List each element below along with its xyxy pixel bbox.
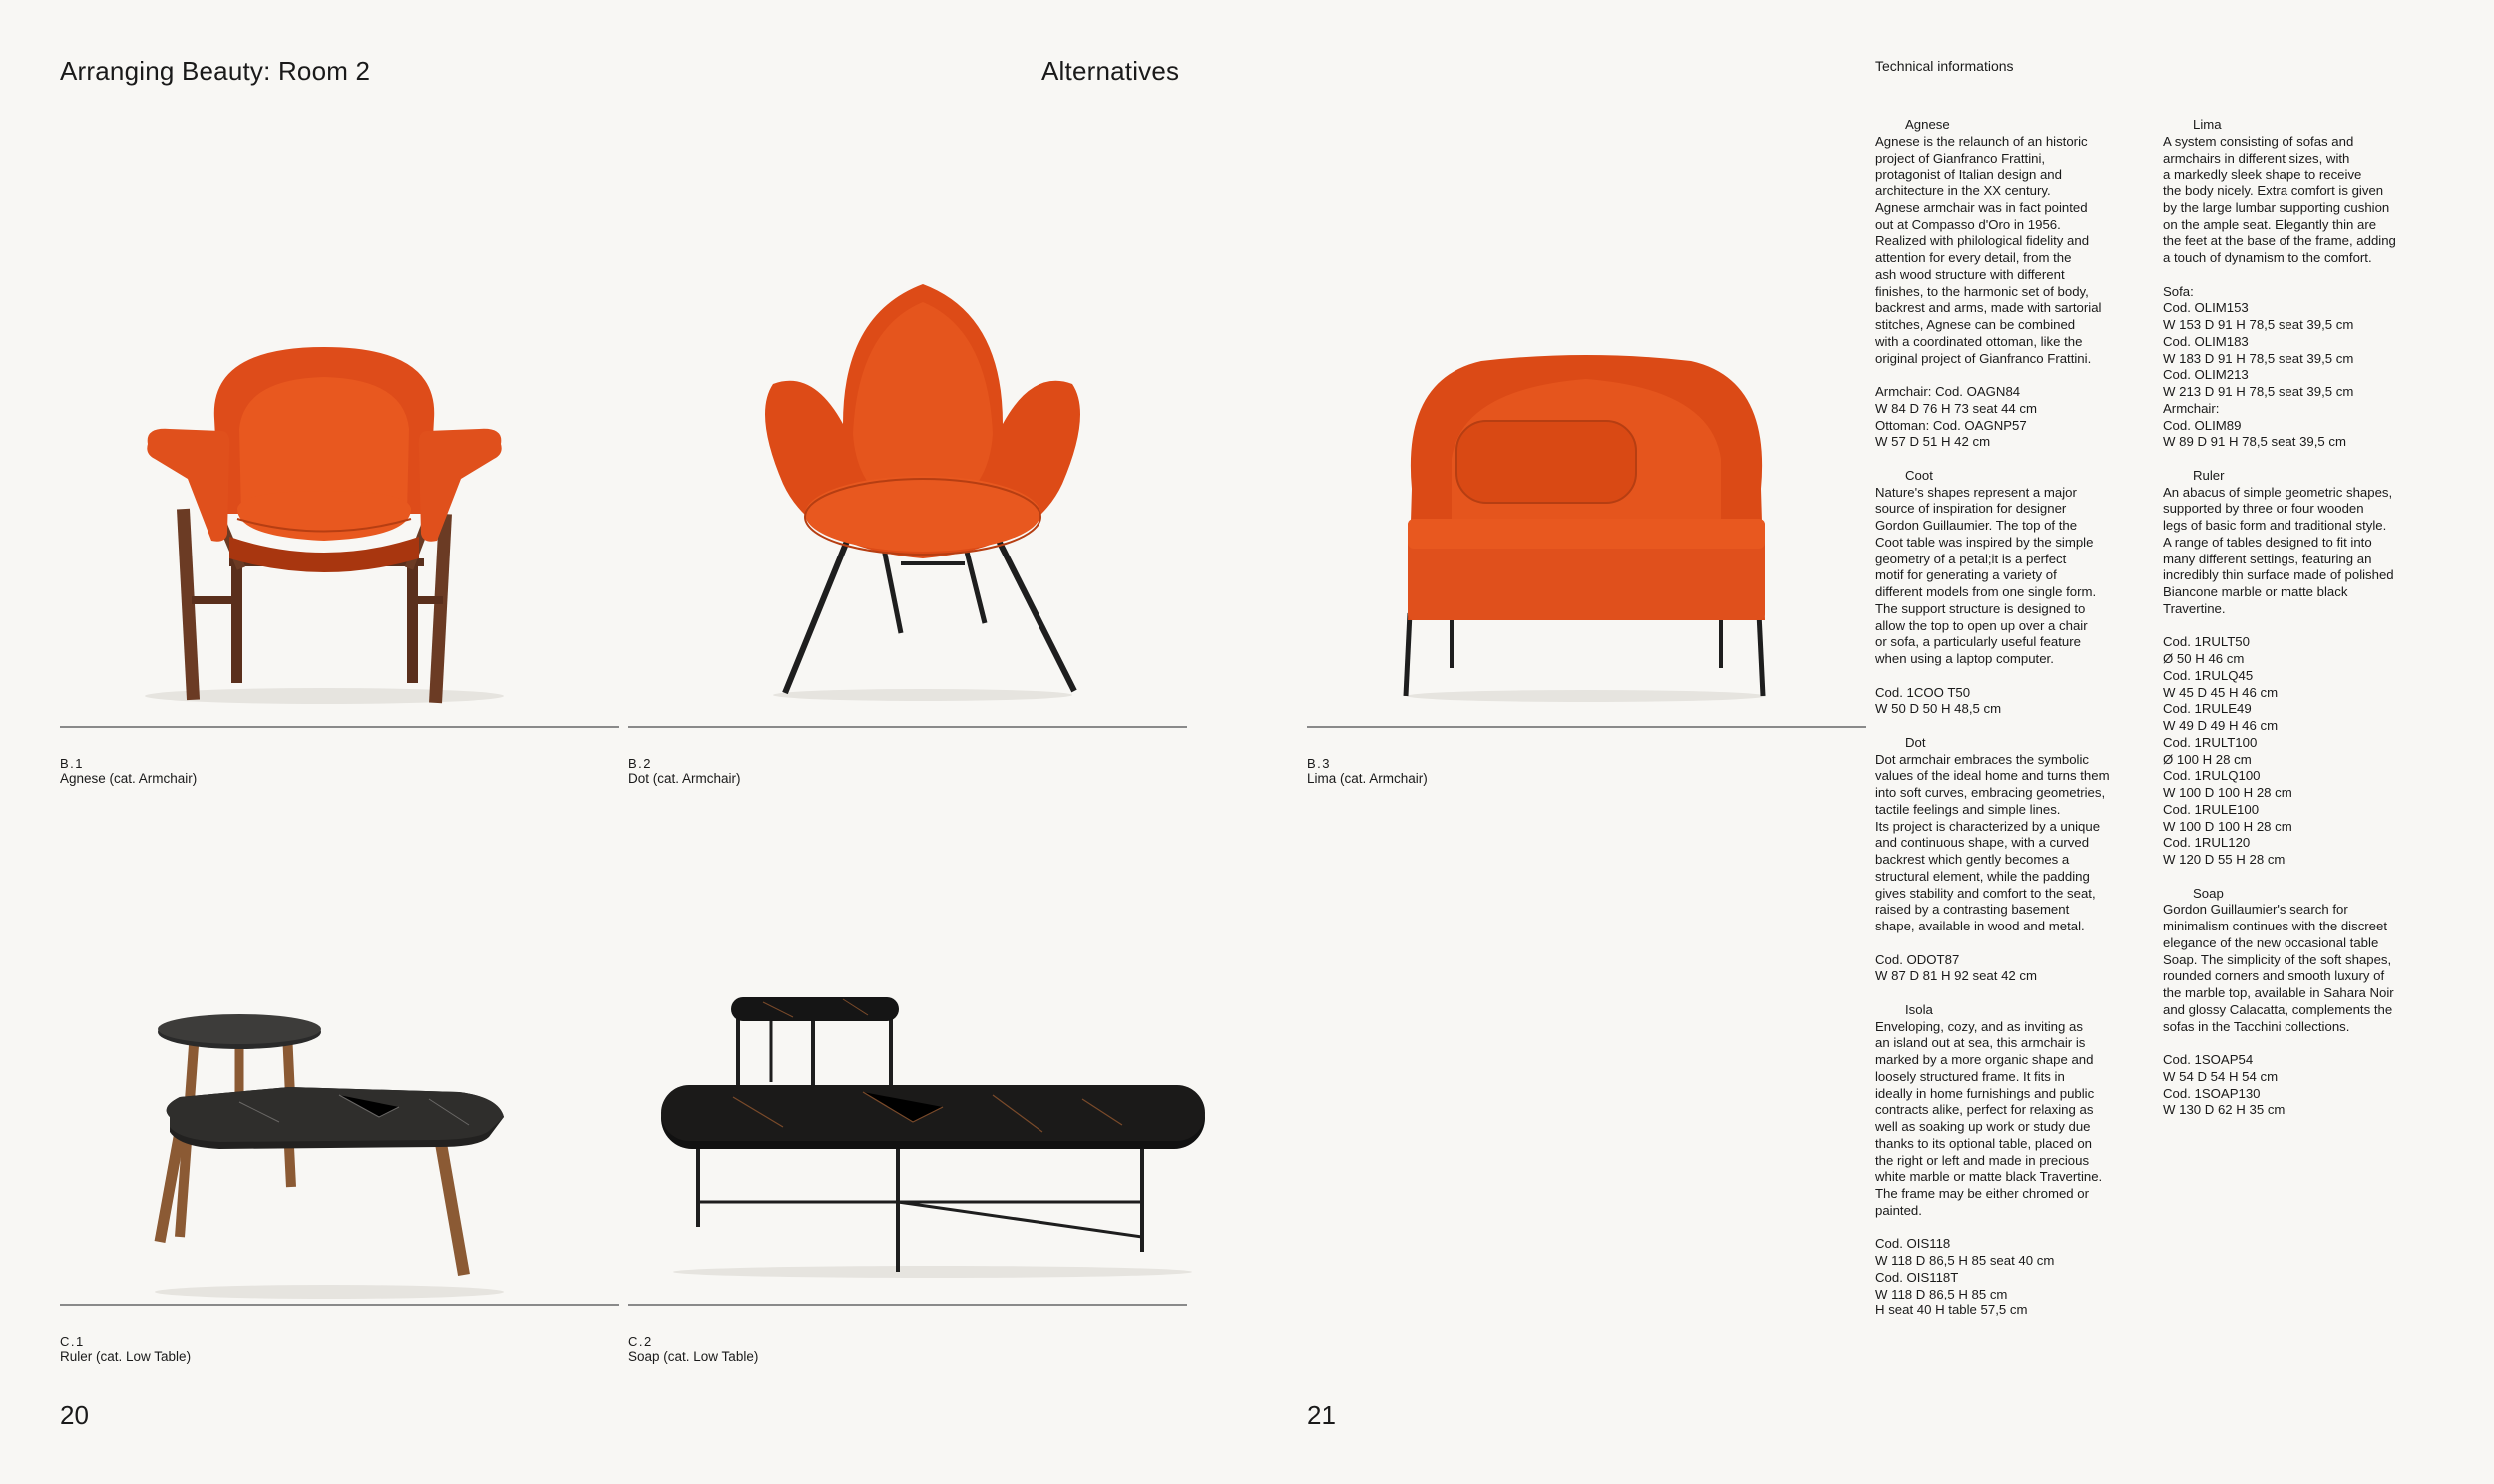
entry-description: An abacus of simple geometric shapes, supported by three or four wooden legs of basic form and traditional style. A range of tables designed to fit into many different settings, featuring an incredibly thin surface made of polished Biancone marble or matte black Travertine. — [2163, 484, 2394, 616]
divider-c1 — [60, 1304, 619, 1306]
caption-name: Soap (cat. Low Table) — [628, 1349, 759, 1364]
tech-column-1 — [1875, 117, 2155, 1336]
entry-title: Isola — [1905, 1001, 1933, 1017]
entry-title: Soap — [2193, 885, 2224, 901]
entry-title: Ruler — [2193, 467, 2225, 483]
tech-entry-lima — [2163, 117, 2442, 267]
entry-title: Dot — [1905, 734, 1926, 750]
entry-description: Gordon Guillaumier's search for minimalism continues with the discreet elegance of the new occasional table Soap. The simplicity of the soft shapes, rounded corners and smooth luxury of the marble top, available in Sahara Noir and glossy Calacatta, complements the sofas in the Tacchini collections. — [2163, 902, 2394, 1034]
soap-tables-image — [653, 987, 1212, 1282]
entry-description: Enveloping, cozy, and as inviting as an island out at sea, this armchair is marked by a more organic shape and loosely structured frame. It fits in ideally in home furnishings and public contracts alike, perfect for relaxing as well as soaking up work or study due thanks to its optional table, placed on the right or left and made in precious white marble or matte black Travertine. The frame may be either chromed or painted. — [1875, 1018, 2103, 1218]
divider-b1 — [60, 726, 619, 728]
caption-name: Lima (cat. Armchair) — [1307, 771, 1428, 786]
entry-specs: Cod. 1SOAP54 W 54 D 54 H 54 cm Cod. 1SOAP130 W 130 D 62 H 35 cm — [2163, 1052, 2286, 1118]
caption-b1 — [60, 756, 197, 786]
left-page-number: 20 — [60, 1400, 89, 1430]
tech-specs-coot — [1875, 685, 2155, 719]
right-page-number: 21 — [1307, 1400, 1336, 1430]
tech-entry-dot — [1875, 735, 2155, 935]
entry-title: Agnese — [1905, 117, 1950, 132]
tech-entry-isola — [1875, 1002, 2155, 1220]
tech-specs-soap — [2163, 1052, 2442, 1119]
caption-name: Agnese (cat. Armchair) — [60, 771, 198, 786]
entry-description: Dot armchair embraces the symbolic values of the ideal home and turns them into soft curves, embracing geometries, tactile feelings and simple lines. Its project is characterized by a unique and continuous shape, with a curved backrest which gently becomes a structural element, while the padding gives stability and comfort to the seat, raised by a contrasting basement shape, available in wood and metal. — [1875, 751, 2110, 933]
caption-name: Dot (cat. Armchair) — [628, 771, 741, 786]
caption-code: C.2 — [628, 1334, 653, 1349]
tech-entry-agnese — [1875, 117, 2155, 367]
entry-specs: Armchair: Cod. OAGN84 W 84 D 76 H 73 seat 44 cm Ottoman: Cod. OAGNP57 W 57 D 51 H 42 cm — [1875, 384, 2037, 450]
divider-b2 — [628, 726, 1187, 728]
caption-b2 — [628, 756, 741, 786]
entry-specs: Cod. 1COO T50 W 50 D 50 H 48,5 cm — [1875, 684, 2002, 717]
entry-specs: Sofa: Cod. OLIM153 W 153 D 91 H 78,5 seat 39,5 cm Cod. OLIM183 W 183 D 91 H 78,5 seat 39,5 cm Cod. OLIM213 W 213 D 91 H 78,5 seat 39,5 cm Armchair: Cod. OLIM89 W 89 D 91 H 78,5 seat 39,5 cm — [2163, 283, 2354, 450]
entry-title: Lima — [2193, 117, 2222, 132]
dot-armchair-image — [733, 274, 1112, 703]
caption-code: B.1 — [60, 756, 85, 771]
caption-code: B.2 — [628, 756, 653, 771]
tech-entry-soap — [2163, 886, 2442, 1036]
divider-b3 — [1307, 726, 1866, 728]
tech-specs-ruler — [2163, 634, 2442, 869]
entry-specs: Cod. ODOT87 W 87 D 81 H 92 seat 42 cm — [1875, 951, 2037, 984]
entry-description: Nature's shapes represent a major source of inspiration for designer Gordon Guillaumier. The top of the Coot table was inspired by the simple geometry of a petal;it is a perfect motif for generating a variety of different models from one single form. The support structure is designed to allow the top to open up over a chair or sofa, a particularly useful feature when using a laptop computer. — [1875, 484, 2097, 666]
caption-c1 — [60, 1334, 191, 1364]
tech-specs-lima — [2163, 284, 2442, 452]
lima-armchair-image — [1392, 349, 1781, 703]
tech-column-2 — [2163, 117, 2442, 1136]
entry-description: A system consisting of sofas and armchairs in different sizes, with a markedly sleek shape to receive the body nicely. Extra comfort is given by the large lumbar supporting cushion on the ample seat. Elegantly thin are the feet at the base of the frame, adding a touch of dynamism to the comfort. — [2163, 133, 2396, 265]
entry-specs: Cod. OIS118 W 118 D 86,5 H 85 seat 40 cm Cod. OIS118T W 118 D 86,5 H 85 cm H seat 40 H table 57,5 cm — [1875, 1236, 2055, 1318]
caption-code: C.1 — [60, 1334, 85, 1349]
tech-specs-agnese — [1875, 384, 2155, 451]
left-page-title: Arranging Beauty: Room 2 — [60, 56, 371, 86]
entry-title: Coot — [1905, 467, 1933, 483]
ruler-tables-image — [140, 1007, 519, 1301]
technical-heading: Technical informations — [1875, 58, 2014, 74]
tech-specs-isola — [1875, 1236, 2155, 1319]
caption-b3 — [1307, 756, 1428, 786]
caption-c2 — [628, 1334, 758, 1364]
entry-description: Agnese is the relaunch of an historic project of Gianfranco Frattini, protagonist of Italian design and architecture in the XX century. Agnese armchair was in fact pointed out at Compasso d'Oro in 1956. Realized with philological fidelity and attention for every detail, from the ash wood structure with different finishes, to the harmonic set of body, backrest and arms, made with sartorial stitches, Agnese can be combined with a coordinated ottoman, like the original project of Gianfranco Frattini. — [1875, 133, 2102, 366]
tech-entry-coot — [1875, 468, 2155, 668]
entry-specs: Cod. 1RULT50 Ø 50 H 46 cm Cod. 1RULQ45 W 45 D 45 H 46 cm Cod. 1RULE49 W 49 D 49 H 46 cm Cod. 1RULT100 Ø 100 H 28 cm Cod. 1RULQ100 W 100 D 100 H 28 cm Cod. 1RULE100 W 100 D 100 H 28 cm Cod. 1RUL120 W 120 D 55 H 28 cm — [2163, 634, 2292, 867]
agnese-armchair-image — [130, 319, 519, 708]
caption-code: B.3 — [1307, 756, 1332, 771]
divider-c2 — [628, 1304, 1187, 1306]
tech-specs-dot — [1875, 952, 2155, 986]
tech-entry-ruler — [2163, 468, 2442, 618]
caption-name: Ruler (cat. Low Table) — [60, 1349, 192, 1364]
right-page-title: Alternatives — [1041, 56, 1180, 86]
